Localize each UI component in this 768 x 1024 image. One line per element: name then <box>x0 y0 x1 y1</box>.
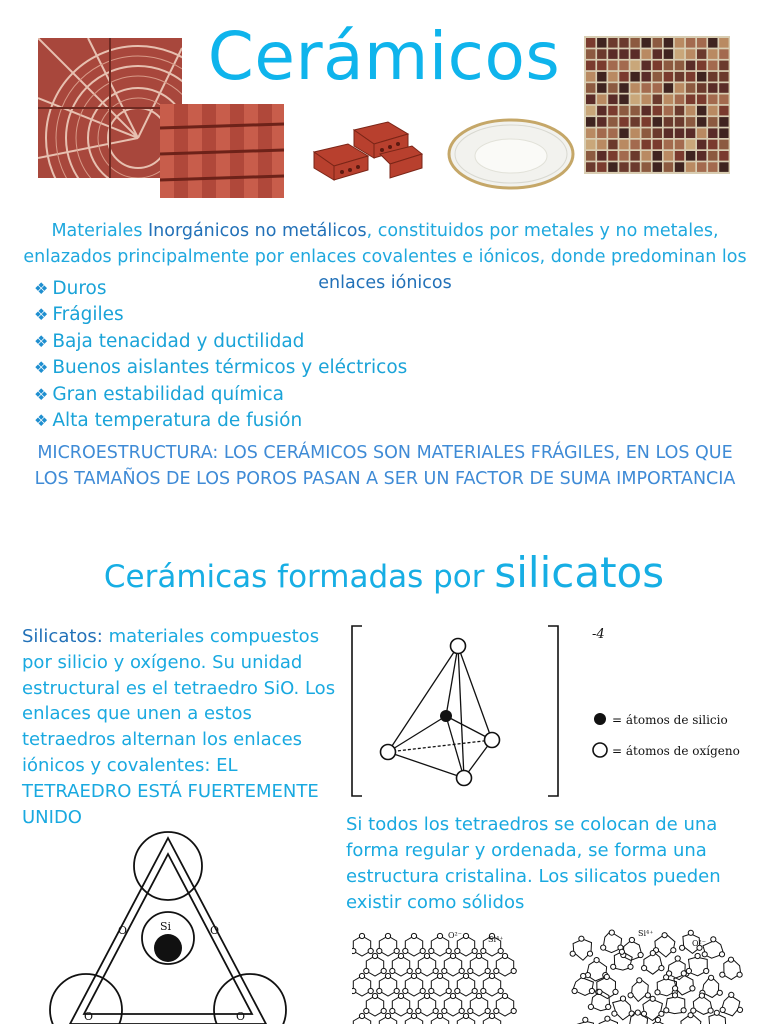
oxygen-ion-label: O²⁻ <box>692 939 706 948</box>
bricks-image <box>308 112 424 186</box>
properties-list <box>34 276 407 434</box>
diamond-bullet-icon: ❖ <box>34 384 49 404</box>
charge-label: -4 <box>592 627 605 642</box>
legend-silicon: = átomos de silicio <box>612 713 728 727</box>
list-item: ❖ Buenos aislantes térmicos y eléctricos <box>34 357 408 379</box>
diamond-bullet-icon: ❖ <box>34 279 49 298</box>
diamond-bullet-icon: ❖ <box>34 411 49 431</box>
tetrahedron-diagram <box>340 618 750 808</box>
triangle-silicate-diagram <box>40 820 330 1024</box>
list-item: ❖ Baja tenacidad y ductilidad <box>34 330 305 352</box>
section-subtitle: Cerámicas formadas por silicatos <box>103 548 665 597</box>
o-label: O <box>236 1010 246 1023</box>
si-label: Si <box>160 920 172 933</box>
roof-tiles-image <box>160 104 284 198</box>
crystal-structure-paragraph: Si todos los tetraedros se colocan de una forma regular y ordenada, se forma una estructura cristalina. Los silicatos pueden existir como sólidos <box>346 814 721 913</box>
legend-oxygen: = átomos de oxígeno <box>612 744 740 758</box>
o-label: O <box>118 924 128 937</box>
silicon-atom-icon <box>594 713 606 725</box>
silicon-ion-label: Si⁴⁺ <box>638 929 654 938</box>
diamond-bullet-icon: ❖ <box>34 331 49 351</box>
diamond-bullet-icon: ❖ <box>34 358 49 378</box>
page-title: Cerámicos <box>207 18 561 95</box>
diamond-bullet-icon: ❖ <box>34 305 49 325</box>
silicatos-paragraph: Silicatos: materiales compuestos por silicio y oxígeno. Su unidad estructural es el tetraedro SiO. Los enlaces que unen a estos tetraedros alternan los enlaces iónicos y covalentes: EL TETRAEDRO ESTÁ FUERTEMENTE UNIDO <box>22 626 336 828</box>
oxygen-ion-label: O²⁻ <box>448 931 462 940</box>
list-item: ❖ Frágiles <box>34 304 124 326</box>
mosaic-tiles-image <box>584 36 730 174</box>
o-label: O <box>84 1010 94 1023</box>
plate-image <box>446 116 576 190</box>
list-item: ❖ Alta temperatura de fusión <box>34 410 303 432</box>
microestructura-paragraph: MICROESTRUCTURA: LOS CERÁMICOS SON MATERIALES FRÁGILES, EN LOS QUE LOS TAMAÑOS DE LOS POROS PASAN A SER UN FACTOR DE SUMA IMPORTANCIA <box>34 443 736 489</box>
silicate-network-diagram <box>352 924 752 1024</box>
intro-paragraph: Materiales Inorgánicos no metálicos, constituidos por metales y no metales, enlazados principalmente por enlaces covalentes e iónicos, donde predominan los enlaces iónicos <box>23 221 747 293</box>
silicon-ion-label: Si⁴⁺ <box>488 935 504 944</box>
o-label: O <box>210 924 220 937</box>
list-item: ❖ Gran estabilidad química <box>34 383 284 405</box>
list-item: ❖ Duros <box>34 278 107 299</box>
oxygen-atom-icon <box>593 743 607 757</box>
